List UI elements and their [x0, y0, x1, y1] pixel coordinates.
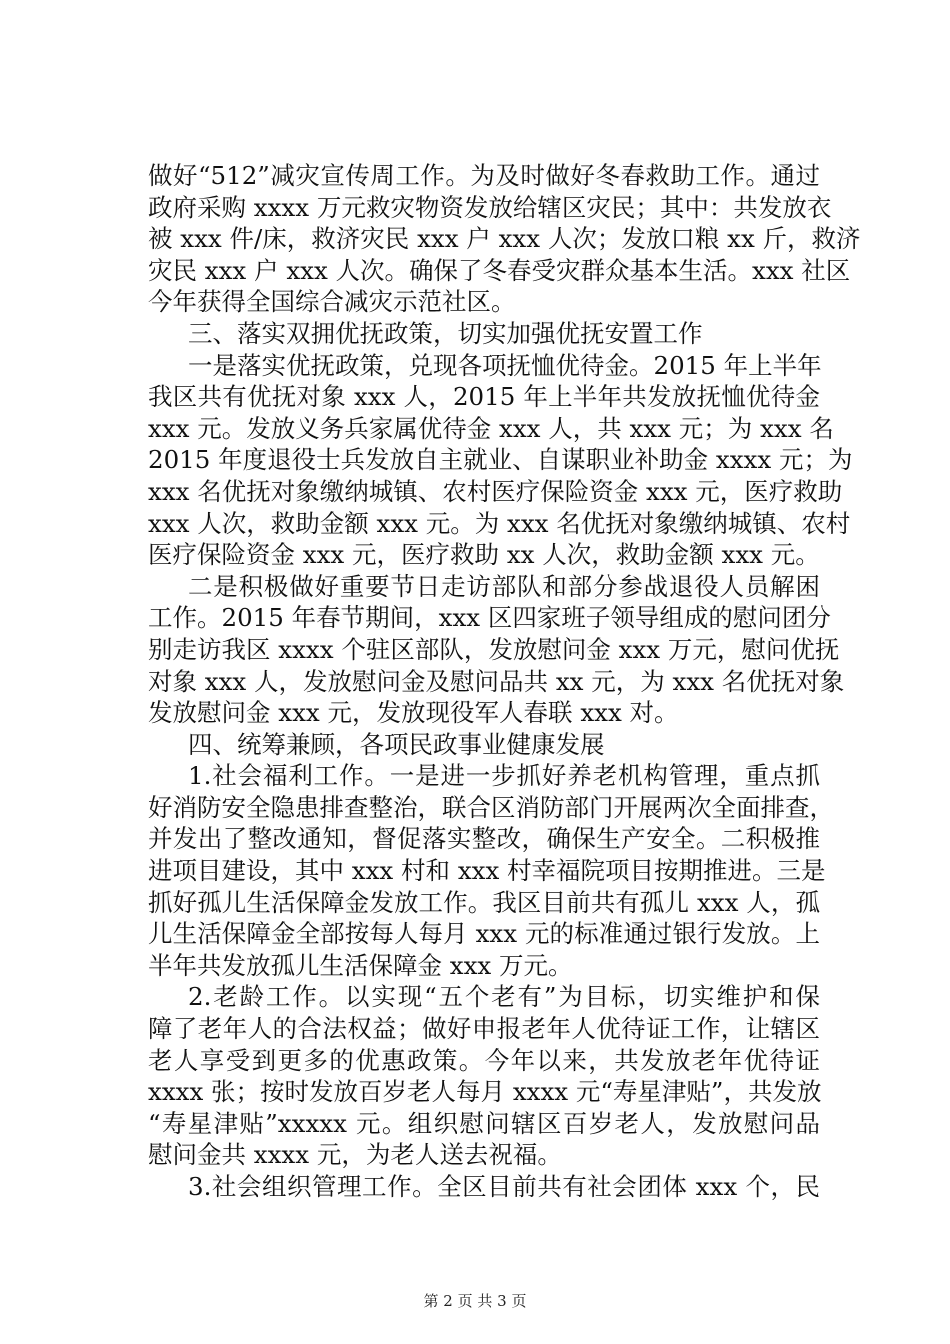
text-line: 我区共有优抚对象 xxx 人，2015 年上半年共发放抚恤优待金 — [148, 382, 820, 412]
text-line: 1.社会福利工作。一是进一步抓好养老机构管理，重点抓 — [188, 761, 820, 791]
text-line: 发放慰问金 xxx 元，发放现役军人春联 xxx 对。 — [148, 698, 679, 728]
text-line: 三、落实双拥优抚政策，切实加强优抚安置工作 — [188, 318, 703, 348]
text-line: 被 xxx 件/床，救济灾民 xxx 户 xxx 人次；发放口粮 xx 斤，救济 — [148, 224, 861, 254]
text-line: 慰问金共 xxxx 元，为老人送去祝福。 — [148, 1140, 562, 1170]
text-line: 进项目建设，其中 xxx 村和 xxx 村幸福院项目按期推进。三是 — [148, 856, 826, 886]
text-line: 工作。2015 年春节期间，xxx 区四家班子领导组成的慰问团分 — [148, 603, 831, 633]
text-line: 障了老年人的合法权益；做好申报老年人优待证工作，让辖区 — [148, 1014, 820, 1044]
text-line: 灾民 xxx 户 xxx 人次。确保了冬春受灾群众基本生活。xxx 社区 — [148, 255, 851, 285]
text-line: 老人享受到更多的优惠政策。今年以来，共发放老年优待证 — [148, 1045, 820, 1075]
text-line: “寿星津贴”xxxxx 元。组织慰问辖区百岁老人，发放慰问品 — [148, 1108, 820, 1138]
text-line: 一是落实优抚政策，兑现各项抚恤优待金。2015 年上半年 — [188, 350, 822, 380]
text-line: 抓好孤儿生活保障金发放工作。我区目前共有孤儿 xxx 人，孤 — [148, 887, 820, 917]
text-line: 今年获得全国综合减灾示范社区。 — [148, 287, 516, 317]
text-line: 好消防安全隐患排查整治，联合区消防部门开展两次全面排查， — [148, 792, 834, 822]
text-line: 并发出了整改通知，督促落实整改，确保生产安全。二积极推 — [148, 824, 820, 854]
text-line: 儿生活保障金全部按每人每月 xxx 元的标准通过银行发放。上 — [148, 919, 820, 949]
text-line: xxxx 张；按时发放百岁老人每月 xxxx 元“寿星津贴”，共发放 — [148, 1077, 822, 1107]
text-line: 别走访我区 xxxx 个驻区部队，发放慰问金 xxx 万元，慰问优抚 — [148, 634, 840, 664]
text-line: 四、统筹兼顾，各项民政事业健康发展 — [188, 729, 605, 759]
text-line: 二是积极做好重要节日走访部队和部分参战退役人员解困 — [188, 571, 820, 601]
text-line: 2.老龄工作。以实现“五个老有”为目标，切实维护和保 — [188, 982, 820, 1012]
text-line: 做好“512”减灾宣传周工作。为及时做好冬春救助工作。通过 — [148, 161, 820, 190]
text-line: 2015 年度退役士兵发放自主就业、自谋职业补助金 xxxx 元；为 — [148, 445, 853, 475]
text-line: 政府采购 xxxx 万元救灾物资发放给辖区灾民；其中：共发放衣 — [148, 192, 832, 222]
text-line: xxx 元。发放义务兵家属优待金 xxx 人，共 xxx 元；为 xxx 名 — [148, 413, 834, 443]
text-line: xxx 名优抚对象缴纳城镇、农村医疗保险资金 xxx 元，医疗救助 — [148, 476, 843, 506]
text-line: 医疗保险资金 xxx 元，医疗救助 xx 人次，救助金额 xxx 元。 — [148, 540, 820, 570]
document-body — [148, 160, 861, 1203]
page-footer: 第 2 页 共 3 页 — [423, 1292, 527, 1310]
text-line: 对象 xxx 人，发放慰问金及慰问品共 xx 元，为 xxx 名优抚对象 — [148, 666, 845, 696]
text-line: 半年共发放孤儿生活保障金 xxx 万元。 — [148, 950, 573, 980]
text-line: xxx 人次，救助金额 xxx 元。为 xxx 名优抚对象缴纳城镇、农村 — [148, 508, 851, 538]
text-line: 3.社会组织管理工作。全区目前共有社会团体 xxx 个，民 — [188, 1172, 820, 1201]
